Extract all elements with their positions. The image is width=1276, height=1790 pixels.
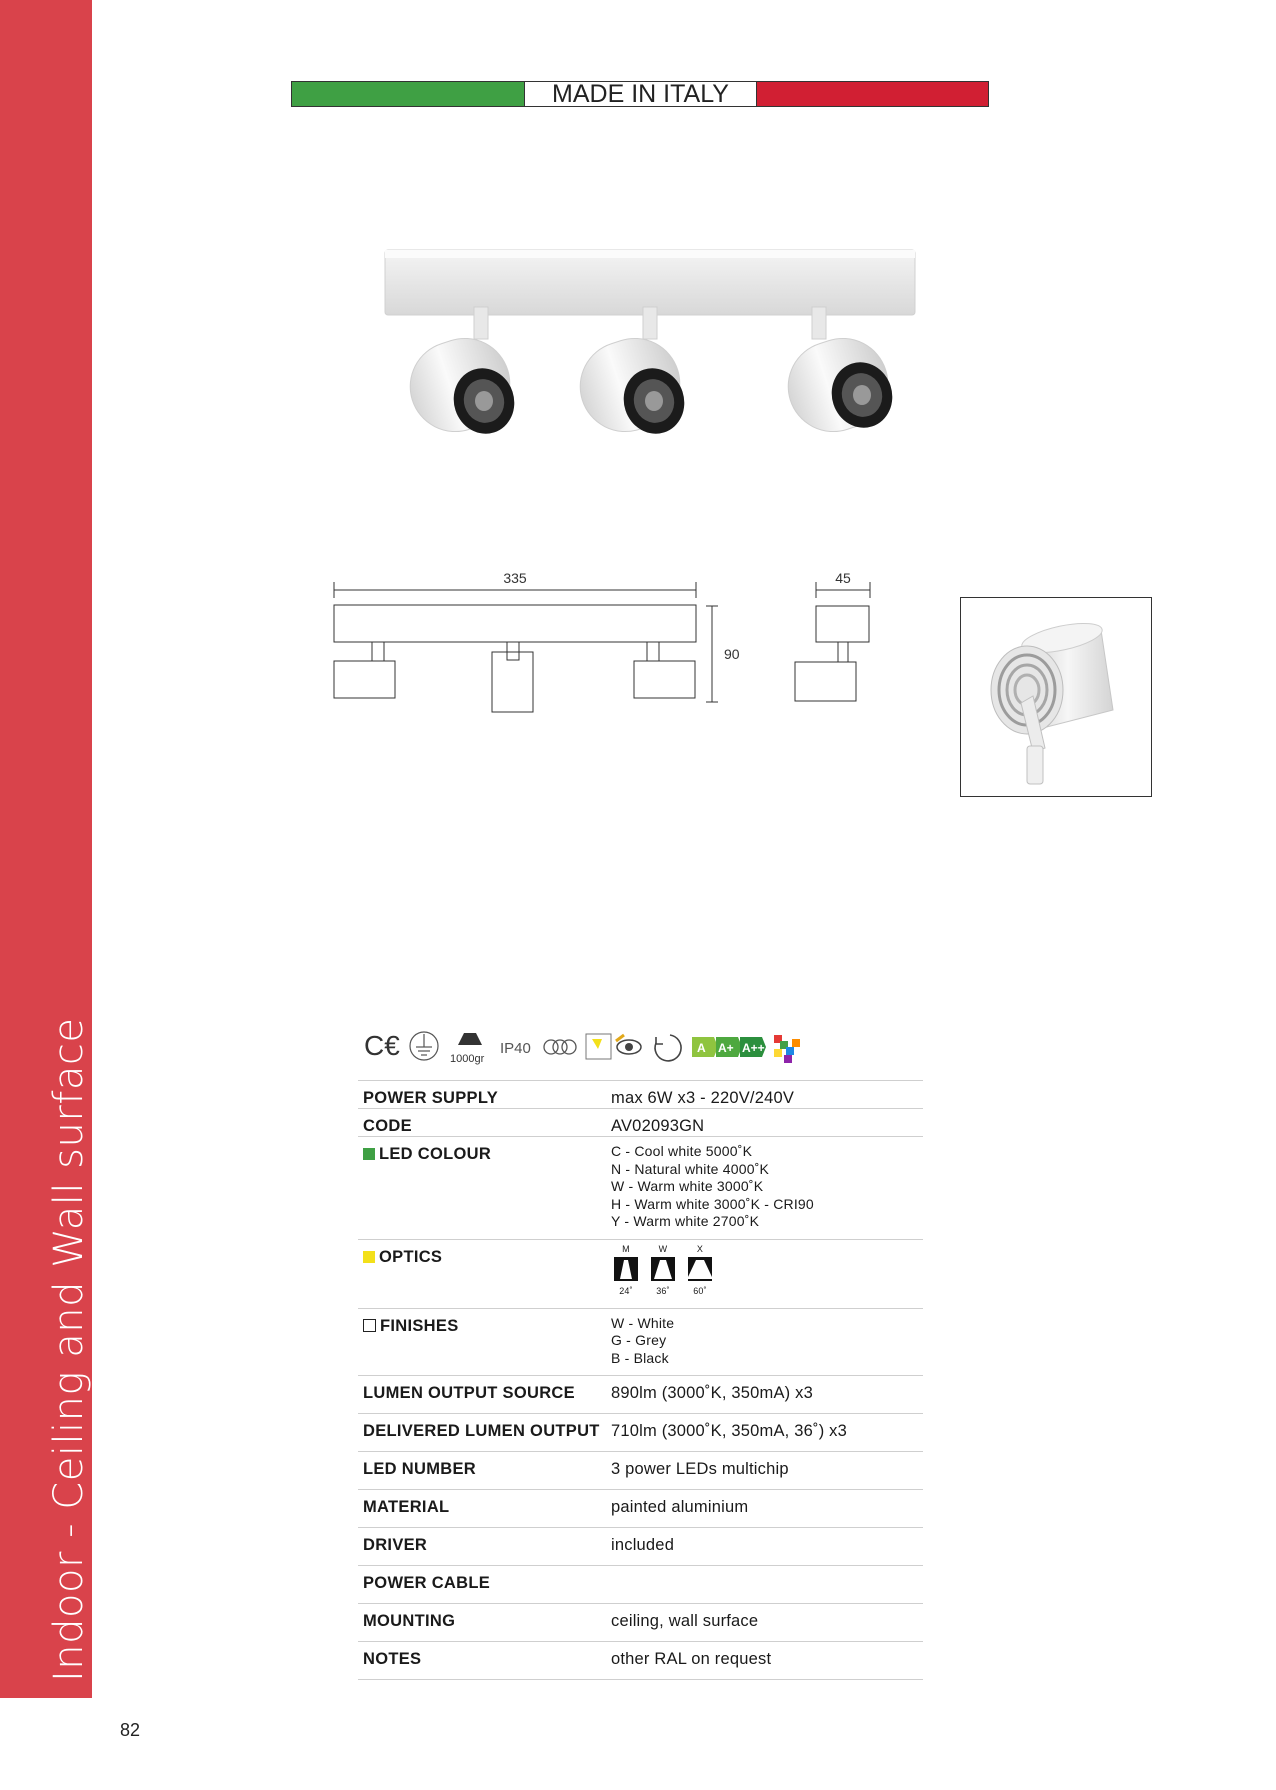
spotlight-3 xyxy=(777,307,901,443)
insulation-class-icon xyxy=(544,1040,576,1054)
spec-row-power-supply xyxy=(358,1081,923,1109)
svg-text:1000gr: 1000gr xyxy=(450,1053,485,1065)
spec-label: LED NUMBER xyxy=(358,1452,611,1490)
spec-value: AV02093GN xyxy=(611,1109,923,1137)
made-in-italy-banner xyxy=(291,81,989,107)
spec-value xyxy=(611,1566,923,1604)
list-item: W - White xyxy=(611,1314,675,1331)
wide-beam-icon xyxy=(651,1257,675,1281)
ip-rating-icon: IP40 xyxy=(500,1040,531,1057)
optic-wide: W 36˚ xyxy=(648,1244,678,1296)
spec-row-lumen-output-source xyxy=(358,1376,923,1414)
spec-row-material xyxy=(358,1490,923,1528)
spec-label: MOUNTING xyxy=(358,1604,611,1642)
yellow-square-icon xyxy=(363,1251,375,1263)
product-photo xyxy=(380,245,920,480)
height-dimension-label: 90 xyxy=(724,646,740,662)
energy-class-icon xyxy=(692,1037,766,1057)
svg-text:A: A xyxy=(697,1041,706,1055)
green-square-icon xyxy=(363,1148,375,1160)
spec-row-delivered-lumen-output xyxy=(358,1414,923,1452)
spec-label: LUMEN OUTPUT SOURCE xyxy=(358,1376,611,1414)
extra-wide-beam-icon xyxy=(688,1257,712,1281)
spec-row-notes xyxy=(358,1642,923,1680)
finishes-list xyxy=(611,1308,923,1376)
eye-safety-icon xyxy=(616,1035,641,1054)
list-item: N - Natural white 4000˚K xyxy=(611,1160,770,1177)
spotlight-1 xyxy=(399,307,523,443)
white-square-icon xyxy=(363,1319,376,1332)
side-view-drawing xyxy=(786,562,906,722)
spec-row-power-cable xyxy=(358,1566,923,1604)
spec-label: DRIVER xyxy=(358,1528,611,1566)
flag-green-band xyxy=(292,82,525,106)
list-item: Y - Warm white 2700˚K xyxy=(611,1213,760,1229)
spec-label: DELIVERED LUMEN OUTPUT xyxy=(358,1414,611,1452)
dimension-drawing xyxy=(320,560,780,720)
spec-label: NOTES xyxy=(358,1642,611,1680)
dimmable-rotation-icon xyxy=(655,1035,681,1061)
color-swatches-icon xyxy=(774,1035,800,1063)
spec-value: 710lm (3000˚K, 350mA, 36˚) x3 xyxy=(611,1414,923,1452)
spec-label: OPTICS xyxy=(379,1247,443,1266)
flag-red-band xyxy=(757,82,988,106)
spec-value: 3 power LEDs multichip xyxy=(611,1452,923,1490)
list-item: G - Grey xyxy=(611,1332,667,1348)
weight-icon xyxy=(450,1033,485,1065)
optic-narrow: M 24˚ xyxy=(611,1244,641,1296)
sidebar-category-title: Indoor - Ceiling and Wall surface xyxy=(46,1017,92,1682)
detail-photo xyxy=(960,597,1152,797)
depth-dimension-label: 45 xyxy=(835,570,851,586)
sidebar-band xyxy=(0,0,92,1698)
spec-row-mounting xyxy=(358,1604,923,1642)
width-dimension-label: 335 xyxy=(503,570,527,586)
spec-label: POWER CABLE xyxy=(358,1566,611,1604)
led-replaceable-icon xyxy=(586,1034,611,1059)
spec-value: max 6W x3 - 220V/240V xyxy=(611,1081,923,1109)
front-view xyxy=(334,570,740,712)
spec-value: ceiling, wall surface xyxy=(611,1604,923,1642)
led-colour-list xyxy=(611,1137,923,1240)
spec-label: MATERIAL xyxy=(358,1490,611,1528)
earth-ground-icon xyxy=(410,1032,438,1060)
spec-row-led-colour xyxy=(358,1137,923,1240)
optics-options xyxy=(611,1242,923,1308)
spec-row-code xyxy=(358,1109,923,1137)
specification-table xyxy=(358,1080,923,1680)
spec-row-driver xyxy=(358,1528,923,1566)
made-in-italy-label: MADE IN ITALY xyxy=(525,82,757,106)
svg-text:A++: A++ xyxy=(742,1041,765,1055)
page-number: 82 xyxy=(120,1720,141,1740)
spec-value: included xyxy=(611,1528,923,1566)
spotlight-detail-image xyxy=(961,598,1151,796)
spec-value: other RAL on request xyxy=(611,1642,923,1680)
list-item: H - Warm white 3000˚K - CRI90 xyxy=(611,1195,814,1212)
spec-label: CODE xyxy=(358,1109,611,1137)
optic-extra-wide: X 60˚ xyxy=(685,1244,715,1296)
list-item: B - Black xyxy=(611,1349,669,1366)
ce-mark-icon: C€ xyxy=(364,1030,400,1061)
spec-row-optics xyxy=(358,1239,923,1308)
svg-text:A+: A+ xyxy=(718,1041,734,1055)
certification-icons xyxy=(360,1023,840,1069)
spec-row-led-number xyxy=(358,1452,923,1490)
list-item: W - Warm white 3000˚K xyxy=(611,1178,764,1194)
spec-label: FINISHES xyxy=(380,1316,459,1335)
spec-label: LED COLOUR xyxy=(379,1145,492,1163)
narrow-beam-icon xyxy=(614,1257,638,1281)
spotlight-2 xyxy=(569,307,693,443)
list-item: C - Cool white 5000˚K xyxy=(611,1143,753,1159)
spec-row-finishes xyxy=(358,1308,923,1376)
spec-label: POWER SUPPLY xyxy=(358,1081,611,1109)
spec-value: painted aluminium xyxy=(611,1490,923,1528)
spec-value: 890lm (3000˚K, 350mA) x3 xyxy=(611,1376,923,1414)
